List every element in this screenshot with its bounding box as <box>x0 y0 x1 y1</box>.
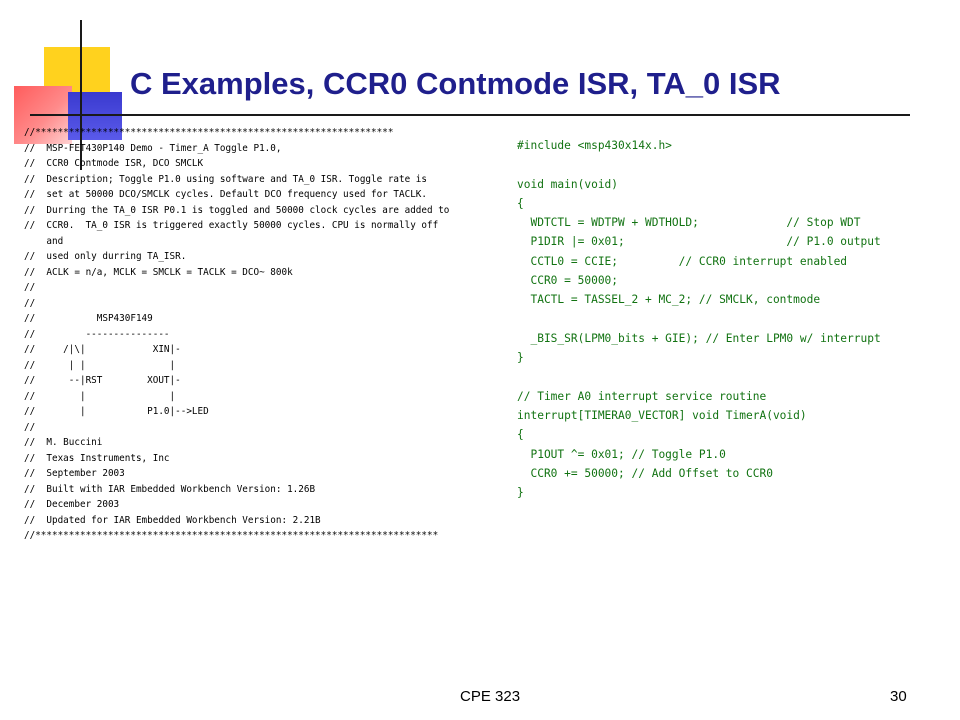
code-line: P1OUT ^= 0x01; // Toggle P1.0 <box>517 447 726 461</box>
comment-line: // CCR0 Contmode ISR, DCO SMCLK <box>24 158 204 169</box>
code-line: void main(void) <box>517 177 619 191</box>
comment-line: // <box>24 421 36 433</box>
code-line: _BIS_SR(LPM0_bits + GIE); // Enter LPM0 w/ interrupt <box>517 331 881 345</box>
code-line: interrupt[TIMERA0_VECTOR] void TimerA(void) <box>517 409 807 423</box>
code-line: #include <msp430x14x.h> <box>517 139 672 152</box>
code-line: } <box>517 351 524 365</box>
comment-line: // CCR0. TA_0 ISR is triggered exactly 50000 cycles. CPU is normally off and <box>24 220 439 247</box>
comment-line: // MSP430F149 <box>24 313 153 324</box>
comment-line: // <box>24 282 36 293</box>
comment-line: // Updated for IAR Embedded Workbench Version: 2.21B <box>24 514 321 526</box>
code-line <box>517 155 881 174</box>
code-line: CCR0 += 50000; // Add Offset to CCR0 <box>517 467 773 481</box>
code-line: { <box>517 428 524 442</box>
code-line <box>517 368 881 387</box>
code-line: CCTL0 = CCIE; // CCR0 interrupt enabled <box>517 254 848 268</box>
comment-line: // | P1.0|-->LED <box>24 406 209 417</box>
header-comment-block <box>24 125 504 544</box>
comment-line: // September 2003 <box>24 468 125 479</box>
comment-line: // M. Buccini <box>24 437 103 448</box>
comment-line: // --------------- <box>24 328 170 340</box>
code-listing <box>517 136 881 503</box>
comment-line: // used only durring TA_ISR. <box>24 251 187 262</box>
comment-line: // MSP-FET430P140 Demo - Timer_A Toggle P1.0, <box>24 142 282 154</box>
comment-line: //************************************************************************ <box>24 530 439 541</box>
code-line: // Timer A0 interrupt service routine <box>517 389 767 403</box>
title-underline-divider <box>30 114 910 116</box>
code-line: TACTL = TASSEL_2 + MC_2; // SMCLK, contmode <box>517 293 821 307</box>
code-line: } <box>517 486 524 500</box>
comment-line: // | | | <box>24 359 176 371</box>
comment-line: // <box>24 297 36 309</box>
code-line <box>517 310 881 329</box>
code-line: WDTCTL = WDTPW + WDTHOLD; // Stop WDT <box>517 216 861 230</box>
comment-line: // /|\| XIN|- <box>24 344 181 355</box>
page-number: 30 <box>890 688 907 705</box>
comment-line: // December 2003 <box>24 499 120 510</box>
slide-title: C Examples, CCR0 Contmode ISR, TA_0 ISR <box>130 66 781 101</box>
footer-course-label: CPE 323 <box>460 688 521 705</box>
comment-line: // Description; Toggle P1.0 using software and TA_0 ISR. Toggle rate is <box>24 173 427 185</box>
comment-line: // Texas Instruments, Inc <box>24 452 170 464</box>
comment-line: // set at 50000 DCO/SMCLK cycles. Default DCO frequency used for TACLK. <box>24 189 427 200</box>
code-line: CCR0 = 50000; <box>517 274 619 288</box>
code-line: { <box>517 196 524 210</box>
comment-line: // --|RST XOUT|- <box>24 375 181 386</box>
comment-line: // ACLK = n/a, MCLK = SMCLK = TACLK = DCO~ 800k <box>24 266 293 278</box>
comment-line: // | | <box>24 390 176 402</box>
comment-line: //**************************************************************** <box>24 127 394 138</box>
comment-line: // Durring the TA_0 ISR P0.1 is toggled and 50000 clock cycles are added to <box>24 204 450 216</box>
code-line: P1DIR |= 0x01; // P1.0 output <box>517 235 881 249</box>
comment-line: // Built with IAR Embedded Workbench Version: 1.26B <box>24 483 316 495</box>
